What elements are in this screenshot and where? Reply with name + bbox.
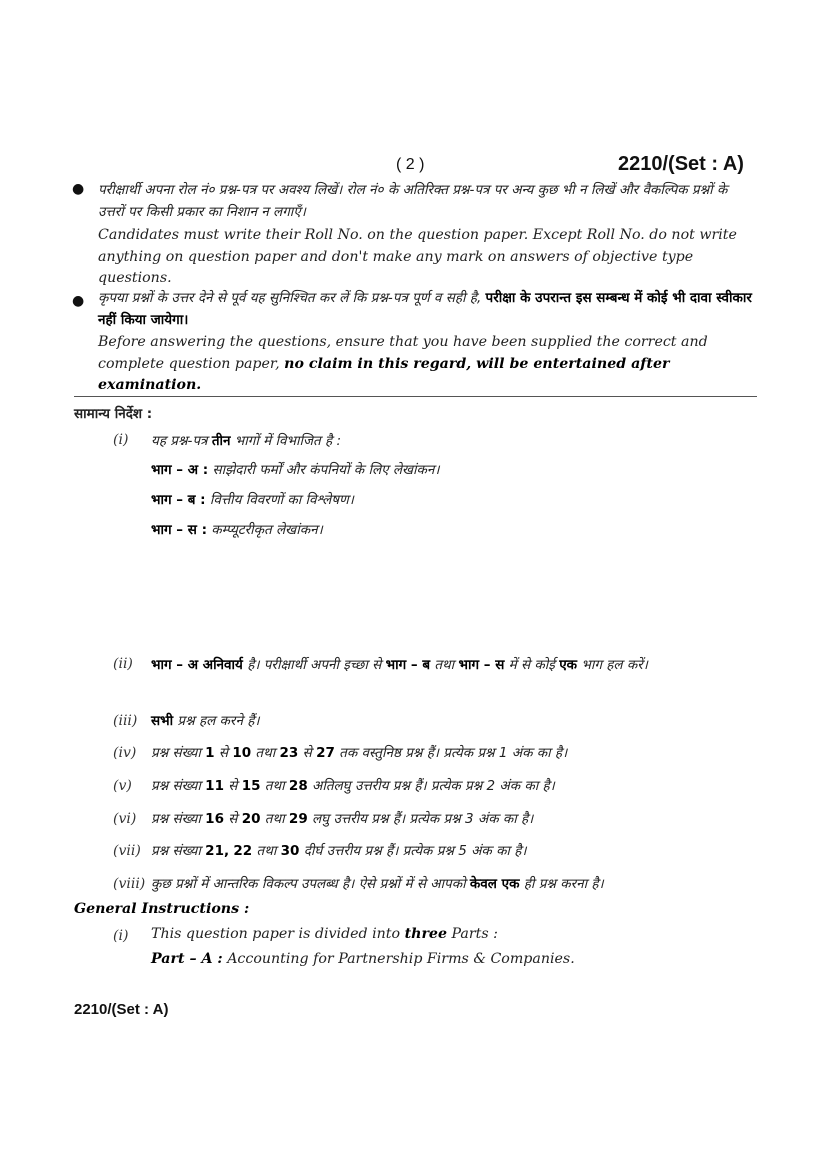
instruction-i-post: भागों में विभाजित है :	[234, 433, 342, 449]
instruction-viii-number: (viii)	[113, 876, 146, 892]
vi-num-c: 29	[288, 811, 308, 827]
ii-text-3: में से कोई	[508, 657, 555, 673]
instruction-i-hindi	[151, 431, 341, 449]
vii-post: दीर्घ उत्तरीय प्रश्न हैं। प्रत्येक प्रश्न 5 अंक का है।	[303, 843, 527, 859]
instruction-iii-number: (iii)	[113, 713, 138, 729]
v-num-a: 11	[205, 778, 224, 794]
viii-pre: कुछ प्रश्नों में आन्तरिक विकल्प उपलब्ध है। ऐसे प्रश्नों में से आपको	[151, 876, 466, 892]
english-part-a-text: Accounting for Partnership Firms & Companies.	[227, 951, 575, 967]
ii-text-2: तथा	[434, 657, 455, 673]
instruction-v-number: (v)	[113, 778, 132, 794]
vi-sep-1: से	[228, 811, 238, 827]
iii-text: प्रश्न हल करने हैं।	[177, 713, 260, 729]
part-a-label: भाग – अ :	[151, 462, 209, 478]
iv-num-d: 27	[316, 745, 335, 761]
vi-sep-2: तथा	[264, 811, 285, 827]
instruction-viii-hindi	[151, 874, 604, 892]
vii-sep-2: तथा	[256, 843, 277, 859]
note-2-hindi-text: कृपया प्रश्नों के उत्तर देने से पूर्व यह सुनिश्चित कर लें कि प्रश्न-पत्र पूर्ण व सही है,	[98, 290, 482, 306]
vi-num-b: 20	[241, 811, 261, 827]
v-sep-2: तथा	[264, 778, 285, 794]
viii-post: ही प्रश्न करना है।	[523, 876, 604, 892]
english-instruction-i	[151, 926, 498, 942]
ii-bold-4: एक	[559, 657, 578, 673]
bullet-icon: ●	[72, 293, 85, 309]
ii-text-1: है। परीक्षार्थी अपनी इच्छा से	[247, 657, 382, 673]
english-i-pre: This question paper is divided into	[151, 926, 401, 942]
vi-num-a: 16	[205, 811, 224, 827]
v-sep-1: से	[228, 778, 238, 794]
iv-num-b: 10	[232, 745, 252, 761]
v-pre: प्रश्न संख्या	[151, 778, 201, 794]
vii-sep-1: ,	[223, 843, 230, 859]
english-part-a-label: Part – A :	[151, 951, 223, 967]
paper-code-header: 2210/(Set : A)	[618, 153, 744, 175]
iii-bold: सभी	[151, 713, 174, 729]
iv-num-c: 23	[279, 745, 299, 761]
vi-pre: प्रश्न संख्या	[151, 811, 201, 827]
instruction-i-bold: तीन	[211, 433, 231, 449]
instruction-v-hindi	[151, 776, 555, 794]
instruction-ii-number: (ii)	[113, 656, 133, 672]
instruction-i-number: (i)	[113, 432, 129, 448]
instruction-iv-number: (iv)	[113, 745, 137, 761]
ii-bold-3: भाग – स	[458, 657, 505, 673]
english-instruction-i-number: (i)	[113, 928, 129, 944]
instruction-ii-hindi	[151, 654, 757, 676]
ii-text-4: भाग हल करें।	[581, 657, 648, 673]
paper-code-footer: 2210/(Set : A)	[74, 1001, 169, 1018]
instruction-vii-hindi	[151, 841, 527, 859]
ii-bold-1: भाग – अ अनिवार्य	[151, 657, 243, 673]
v-num-b: 15	[241, 778, 261, 794]
note-2-english-text: Before answering the questions, ensure that you have been supplied the correct and complete question paper,	[98, 334, 708, 372]
part-c-text: कम्प्यूटरीकृत लेखांकन।	[211, 522, 323, 538]
note-2-hindi	[98, 288, 756, 331]
vii-num-c: 30	[280, 843, 300, 859]
instruction-iii-hindi	[151, 711, 260, 729]
divider	[74, 396, 757, 397]
ii-bold-2: भाग – ब	[385, 657, 431, 673]
note-1-english: Candidates must write their Roll No. on the question paper. Except Roll No. do not write anything on question paper and don't make any mark on answers of objective type questions.	[98, 227, 737, 286]
instruction-vi-hindi	[151, 809, 533, 827]
vii-num-b: 22	[233, 843, 253, 859]
part-b-text: वित्तीय विवरणों का विश्लेषण।	[209, 492, 354, 508]
note-2-english-bold: no claim in this regard, will be entertained after examination.	[98, 355, 670, 393]
instruction-i-pre: यह प्रश्न-पत्र	[151, 433, 208, 449]
part-a-text: साझेदारी फर्मों और कंपनियों के लिए लेखांकन।	[212, 462, 440, 478]
v-post: अतिलघु उत्तरीय प्रश्न हैं। प्रत्येक प्रश्न 2 अंक का है।	[312, 778, 555, 794]
vi-post: लघु उत्तरीय प्रश्न हैं। प्रत्येक प्रश्न 3 अंक का है।	[312, 811, 534, 827]
note-2-english	[98, 332, 756, 397]
english-i-post: Parts :	[451, 926, 498, 942]
iv-pre: प्रश्न संख्या	[151, 745, 201, 761]
hindi-instructions-heading: सामान्य निर्देश :	[74, 406, 153, 422]
instruction-vi-number: (vi)	[113, 811, 137, 827]
english-part-a	[151, 951, 575, 967]
part-b-hindi	[151, 490, 354, 508]
english-instructions-heading: General Instructions :	[74, 901, 250, 917]
vii-num-a: 21	[205, 843, 224, 859]
part-a-hindi	[151, 460, 440, 478]
part-b-label: भाग – ब :	[151, 492, 206, 508]
iv-sep-1: से	[218, 745, 229, 761]
instruction-iv-hindi	[151, 743, 567, 761]
iv-post: तक वस्तुनिष्ठ प्रश्न हैं। प्रत्येक प्रश्न 1 अंक का है।	[339, 745, 568, 761]
note-1-hindi: परीक्षार्थी अपना रोल नं० प्रश्न-पत्र पर अवश्य लिखें। रोल नं० के अतिरिक्त प्रश्न-पत्र पर अन्य कुछ भी न लिखें और वैकल्पिक प्रश्नों के उत्तरों पर किसी प्रकार का निशान न लगाएँ।	[98, 182, 728, 220]
instruction-vii-number: (vii)	[113, 843, 141, 859]
vii-pre: प्रश्न संख्या	[151, 843, 201, 859]
bullet-icon: ●	[72, 181, 85, 197]
note-2-hindi-bold: परीक्षा के उपरान्त इस सम्बन्ध में कोई भी दावा स्वीकार नहीं किया जायेगा।	[98, 290, 752, 328]
iv-sep-2: तथा	[255, 745, 276, 761]
iv-sep-3: से	[302, 745, 312, 761]
part-c-label: भाग – स :	[151, 522, 207, 538]
page-number: ( 2 )	[396, 156, 425, 173]
part-c-hindi	[151, 520, 323, 538]
viii-bold: केवल एक	[469, 876, 520, 892]
english-i-bold: three	[404, 926, 447, 942]
v-num-c: 28	[288, 778, 308, 794]
iv-num-a: 1	[205, 745, 215, 761]
